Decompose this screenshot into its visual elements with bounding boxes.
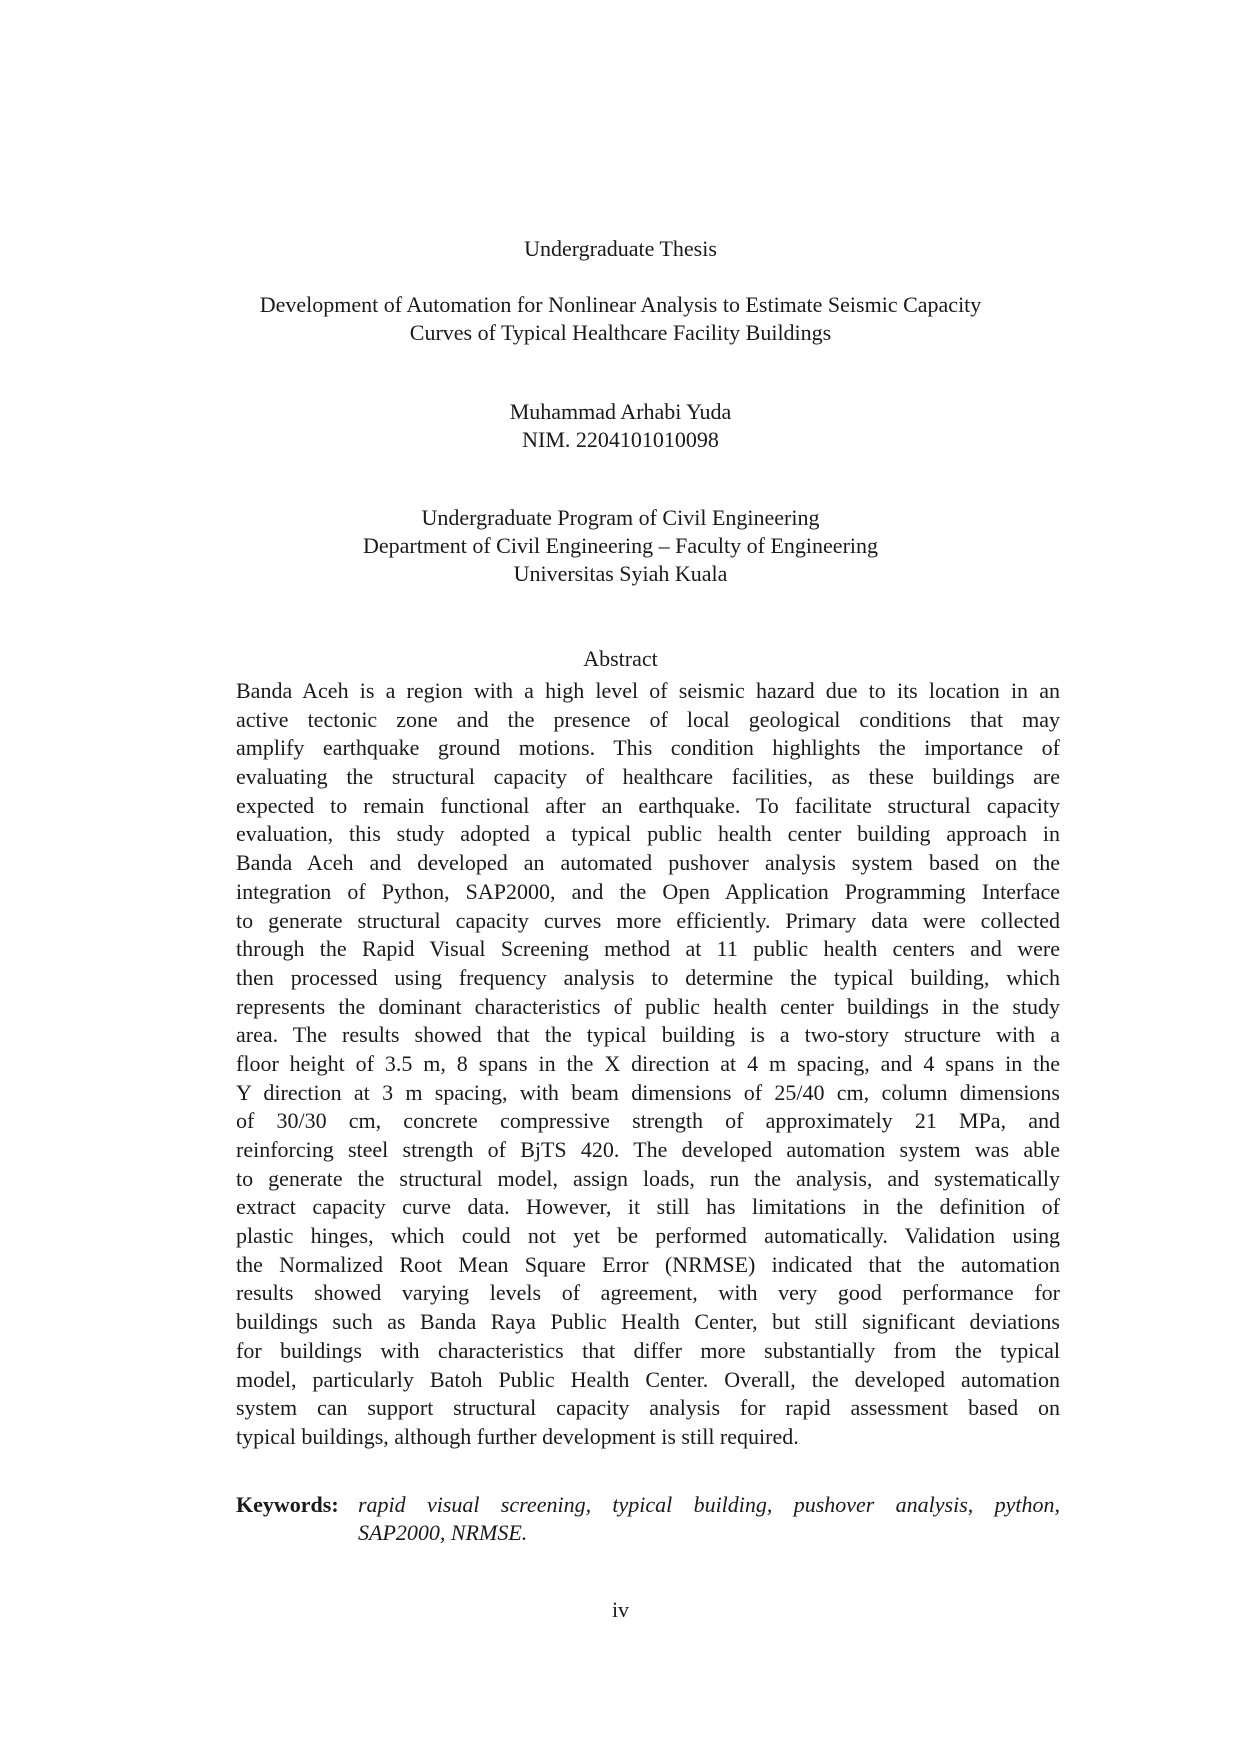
abstract-line: Banda Aceh is a region with a high level of seismic hazard due to its location in an — [236, 678, 1060, 703]
abstract-line: of 30/30 cm, concrete compressive strength of approximately 21 MPa, and — [236, 1108, 1060, 1134]
department-name: Department of Civil Engineering – Faculty of Engineering — [362, 533, 879, 558]
title-line: Development of Automation for Nonlinear Analysis to Estimate Seismic Capacity — [259, 292, 982, 317]
abstract-line: then processed using frequency analysis to determine the typical building, which — [236, 964, 1060, 990]
page-number: iv — [611, 1597, 630, 1622]
abstract-heading: Abstract — [583, 646, 658, 671]
thesis-type-label: Undergraduate Thesis — [524, 236, 717, 261]
abstract-line: floor height of 3.5 m, 8 spans in the X direction at 4 m spacing, and 4 spans in the — [236, 1050, 1060, 1076]
abstract-line: system can support structural capacity analysis for rapid assessment based on — [236, 1395, 1060, 1421]
abstract-line: area. The results showed that the typical building is a two-story structure with a — [236, 1022, 1060, 1048]
abstract-line: Banda Aceh and developed an automated pushover analysis system based on the — [236, 850, 1060, 876]
author-name: Muhammad Arhabi Yuda — [509, 399, 732, 424]
abstract-line: typical buildings, although further development is still required. — [236, 1423, 799, 1449]
abstract-line: represents the dominant characteristics of public health center buildings in the study — [236, 993, 1060, 1019]
abstract-line: extract capacity curve data. However, it still has limitations in the definition of — [236, 1194, 1060, 1220]
abstract-line: to generate structural capacity curves more efficiently. Primary data were collected — [236, 907, 1060, 933]
abstract-line: evaluating the structural capacity of healthcare facilities, as these buildings are — [236, 764, 1060, 790]
abstract-paragraph — [236, 677, 1060, 1452]
abstract-line: reinforcing steel strength of BjTS 420. The developed automation system was able — [236, 1137, 1060, 1162]
abstract-line: expected to remain functional after an earthquake. To facilitate structural capacity — [236, 792, 1060, 818]
abstract-line: active tectonic zone and the presence of local geological conditions that may — [236, 706, 1060, 732]
abstract-line: Y direction at 3 m spacing, with beam dimensions of 25/40 cm, column dimensions — [236, 1079, 1060, 1105]
keywords-label: Keywords: — [236, 1492, 339, 1517]
abstract-line: plastic hinges, which could not yet be performed automatically. Validation using — [236, 1223, 1060, 1249]
abstract-line: amplify earthquake ground motions. This condition highlights the importance of — [236, 735, 1060, 761]
keywords-text — [358, 1491, 1060, 1547]
thesis-title — [0, 291, 1241, 347]
abstract-line: the Normalized Root Mean Square Error (NRMSE) indicated that the automation — [236, 1251, 1060, 1277]
abstract-line: buildings such as Banda Raya Public Health Center, but still significant deviations — [236, 1309, 1060, 1335]
abstract-line: to generate the structural model, assign loads, run the analysis, and systematically — [236, 1165, 1060, 1191]
abstract-line: through the Rapid Visual Screening method at 11 public health centers and were — [236, 936, 1060, 962]
abstract-line: integration of Python, SAP2000, and the Open Application Programming Interface — [236, 878, 1060, 904]
student-id: NIM. 2204101010098 — [522, 427, 719, 452]
abstract-line: results showed varying levels of agreement, with very good performance for — [236, 1280, 1060, 1306]
university-name: Universitas Syiah Kuala — [513, 561, 728, 586]
keywords-line: SAP2000, NRMSE. — [358, 1520, 528, 1545]
affiliation-block — [0, 504, 1241, 588]
abstract-line: model, particularly Batoh Public Health Center. Overall, the developed automation — [236, 1366, 1060, 1392]
title-line: Curves of Typical Healthcare Facility Buildings — [409, 320, 832, 345]
author-block — [0, 398, 1241, 454]
abstract-line: evaluation, this study adopted a typical public health center building approach in — [236, 821, 1060, 847]
abstract-line: for buildings with characteristics that differ more substantially from the typical — [236, 1337, 1060, 1363]
keywords-line: rapid visual screening, typical building, pushover analysis, python, — [358, 1492, 1060, 1517]
program-name: Undergraduate Program of Civil Engineering — [421, 505, 820, 530]
